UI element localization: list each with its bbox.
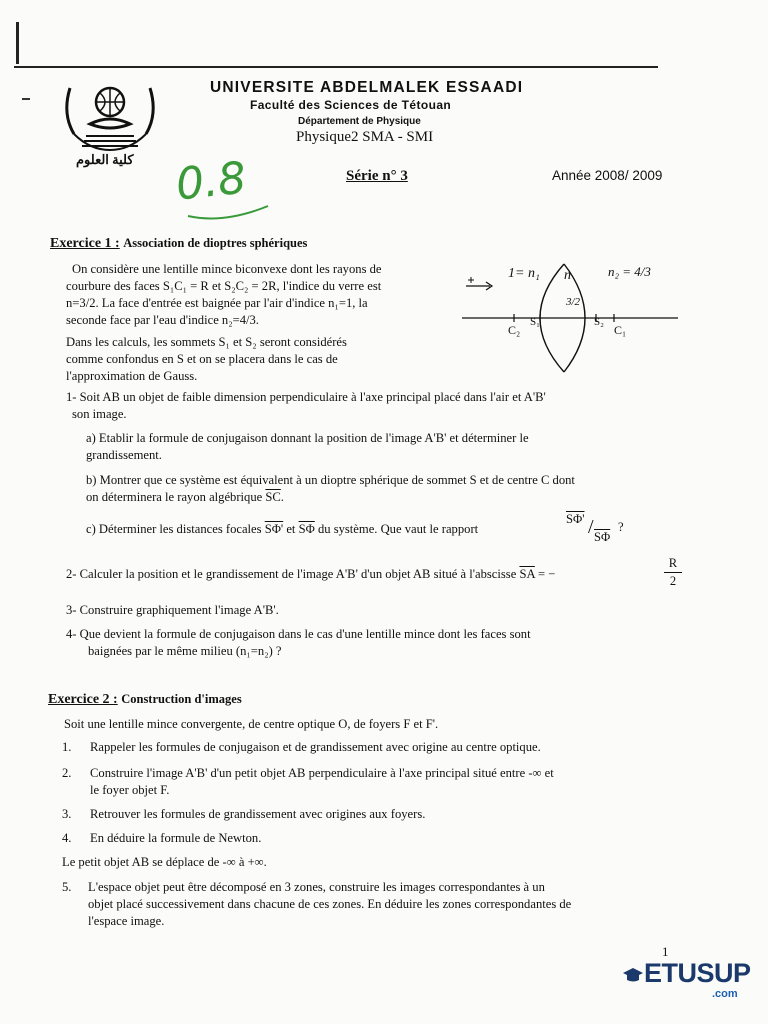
- q1-line: 1- Soit AB un objet de faible dimension perpendiculaire à l'axe principal placé dans l'air et A'B': [66, 390, 546, 404]
- q1c-ratio-slash: /: [588, 516, 594, 538]
- exercise2-title: [48, 692, 242, 708]
- diagram-c1-label: C₁: [614, 323, 627, 337]
- series-title: Série n° 3: [346, 168, 408, 184]
- ex2-item-1: [62, 739, 541, 756]
- question-1c: [86, 522, 478, 537]
- question-4: [66, 626, 666, 660]
- intro-line: courbure des faces S₁C₁ = R et S₂C₂ = 2R, l'indice du verre est: [66, 279, 382, 293]
- ex2-item-num: 3.: [62, 807, 72, 821]
- exercise1-subject: Association de dioptres sphériques: [123, 236, 308, 250]
- university-name: UNIVERSITE ABDELMALEK ESSAADI: [210, 79, 524, 96]
- ex2-item-num: 5.: [62, 880, 72, 894]
- ex2-item-num: 4.: [62, 831, 72, 845]
- diagram-s1-label: S₁: [530, 316, 540, 328]
- q2-text: 2- Calculer la position et le grandissement de l'image A'B' d'un objet AB situé à l'abscisse: [66, 567, 517, 581]
- q1c-ratio: [566, 512, 626, 548]
- ex2-item-num: 2.: [62, 766, 72, 780]
- q1c-sf2: $\overline{S\Phi}$: [298, 522, 315, 536]
- question-1b: [86, 472, 686, 506]
- q2-frac-bar: [664, 572, 682, 573]
- brand-domain: .com: [712, 988, 738, 1000]
- diagram-s2-label: S₂: [594, 316, 604, 328]
- q2-eq: = −: [538, 567, 556, 581]
- margin-mark: [22, 98, 30, 100]
- calc-line: comme confondus en S et on se placera dans le cas de: [66, 352, 338, 366]
- ex2-item-5: [62, 879, 571, 930]
- ex2-item-2: [62, 765, 554, 799]
- q1c-and: et: [286, 522, 296, 536]
- grade-underline: [184, 198, 274, 224]
- question-2: [66, 567, 555, 582]
- exercise1-title: [50, 236, 307, 252]
- diagram-n-value: 3/2: [566, 296, 581, 308]
- handwritten-grade: 0.8: [173, 152, 249, 211]
- q1b-line2: on déterminera le rayon algébrique $\overline{SC}$.: [86, 490, 284, 504]
- ex2-moving-text: Le petit objet AB se déplace de -∞ à +∞.: [62, 855, 267, 869]
- graduation-cap-icon: [622, 966, 644, 984]
- faculty-name: Faculté des Sciences de Tétouan: [250, 98, 452, 112]
- intro-line: seconde face par l'eau d'indice n₂=4/3.: [66, 313, 259, 327]
- diagram-n-label: n: [564, 268, 571, 283]
- ex2-item-line: l'espace image.: [88, 914, 165, 928]
- q1a-line: a) Etablir la formule de conjugaison donnant la position de l'image A'B' et déterminer le: [86, 431, 529, 445]
- diagram-n1-label: 1= n₁: [508, 266, 540, 281]
- calc-line: l'approximation de Gauss.: [66, 369, 198, 383]
- q1c-ratio-den: $\overline{S\Phi}$: [594, 530, 611, 544]
- top-rule: [14, 66, 658, 68]
- q2-frac-den: 2: [669, 574, 677, 588]
- exercise1-intro: [66, 261, 456, 329]
- logo-caption: كلية العلوم: [76, 152, 134, 167]
- exercise1-calc-note: [66, 334, 456, 385]
- ex2-item-4: [62, 830, 261, 847]
- question-1a: [86, 430, 666, 464]
- q1-line: son image.: [72, 407, 127, 421]
- intro-line: On considère une lentille mince biconvexe dont les rayons de: [72, 262, 382, 276]
- q2-sa: $\overline{SA}$: [519, 567, 535, 581]
- q1c-ratio-num: SΦ': [566, 512, 585, 526]
- ex2-item-line: En déduire la formule de Newton.: [90, 831, 262, 845]
- diagram-c2-label: C₂: [508, 323, 521, 337]
- academic-year: Année 2008/ 2009: [552, 168, 663, 183]
- diagram-n2-label: n₂ = 4/3: [608, 264, 651, 279]
- ex2-item-line: Construire l'image A'B' d'un petit objet AB perpendiculaire à l'axe principal situé entre -∞ et: [90, 766, 554, 780]
- ex2-item-3: [62, 806, 425, 823]
- exercise2-intro: Soit une lentille mince convergente, de centre optique O, de foyers F et F'.: [64, 717, 439, 731]
- q1b-sc: $\overline{SC}$: [265, 490, 281, 504]
- exercise2-subject: Construction d'images: [121, 692, 242, 706]
- ex2-item-line: Rappeler les formules de conjugaison et de grandissement avec origine au centre optique.: [90, 740, 541, 754]
- q1c-question-mark: ?: [618, 520, 624, 534]
- q4-line: 4- Que devient la formule de conjugaison dans le cas d'une lentille mince dont les faces sont: [66, 627, 531, 641]
- margin-mark: [16, 22, 19, 64]
- ex2-item-line: le foyer objet F.: [90, 783, 170, 797]
- etusup-logo: [622, 958, 758, 1006]
- ex2-item-line: Retrouver les formules de grandissement avec origines aux foyers.: [90, 807, 426, 821]
- ex2-item-line: objet placé successivement dans chacune de ces zones. En déduire les zones correspondantes de: [88, 897, 572, 911]
- ex2-item-num: 1.: [62, 740, 72, 754]
- question-3: 3- Construire graphiquement l'image A'B'.: [66, 603, 279, 617]
- q1b-line: on déterminera le rayon algébrique: [86, 490, 263, 504]
- question-1: [66, 389, 666, 423]
- intro-line: n=3/2. La face d'entrée est baignée par l'air d'indice n₁=1, la: [66, 296, 368, 310]
- q2-frac-num: R: [668, 556, 678, 570]
- ex2-item-line: L'espace objet peut être décomposé en 3 zones, construire les images correspondantes à un: [88, 880, 545, 894]
- lens-diagram: [456, 256, 686, 376]
- department-name: Département de Physique: [298, 116, 421, 127]
- q2-fraction: [664, 556, 682, 589]
- q1c-sf1: SΦ': [264, 522, 284, 536]
- q1a-line: grandissement.: [86, 448, 162, 462]
- brand-name: ETUSUP: [644, 958, 751, 988]
- calc-line: Dans les calculs, les sommets S₁ et S₂ seront considérés: [66, 335, 347, 349]
- q4-line: baignées par le même milieu (n₁=n₂) ?: [88, 644, 282, 658]
- q1b-line: b) Montrer que ce système est équivalent à un dioptre sphérique de sommet S et de centre C dont: [86, 473, 575, 487]
- q1c-tail: du système. Que vaut le rapport: [317, 522, 479, 536]
- q1c-text: c) Déterminer les distances focales: [86, 522, 262, 536]
- exercise2-label: Exercice 2 :: [48, 692, 118, 707]
- page-number: 1: [662, 944, 669, 959]
- course-name: Physique2 SMA - SMI: [296, 129, 434, 145]
- exercise1-label: Exercice 1 :: [50, 236, 120, 251]
